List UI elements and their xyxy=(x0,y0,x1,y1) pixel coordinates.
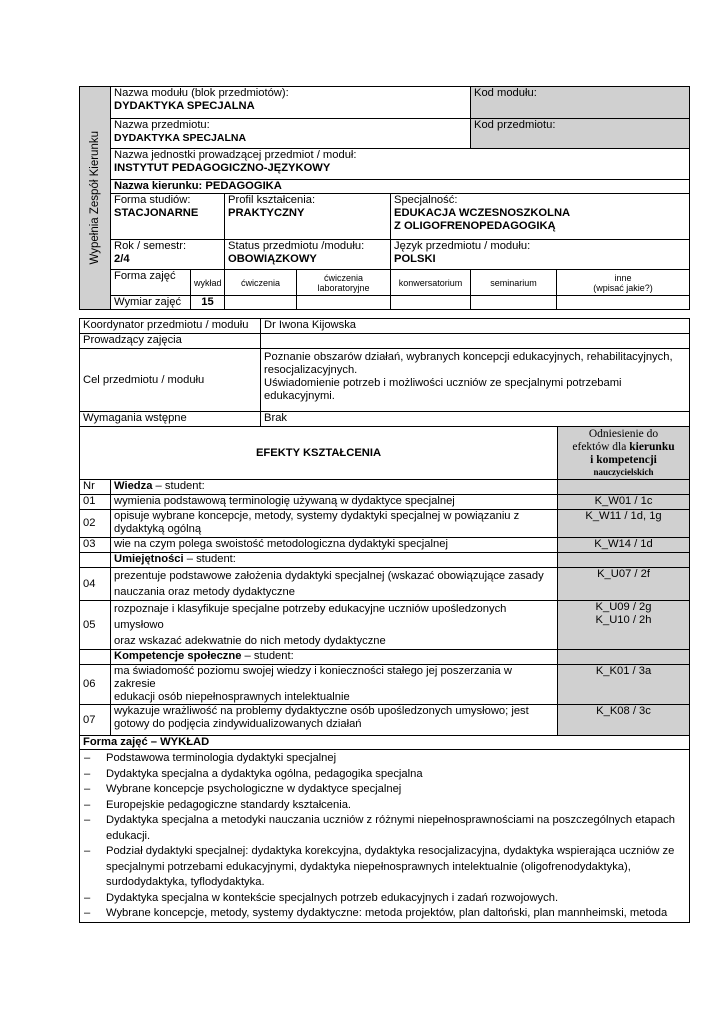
nr-label: Nr xyxy=(80,480,111,495)
outcome-nr: 07 xyxy=(80,705,111,736)
table-row xyxy=(80,480,690,495)
classes-label: Forma zajęć xyxy=(111,270,191,296)
outcome-desc: wymienia podstawową terminologię używaną w dydaktyce specjalnej xyxy=(111,495,558,510)
outcomes-ref-header xyxy=(558,427,690,480)
skills-suffix: – student: xyxy=(183,553,236,565)
profile-cell xyxy=(225,194,391,240)
goal-cell xyxy=(261,349,690,412)
table-row xyxy=(80,705,690,736)
subject-name-label: Nazwa przedmiotu: xyxy=(114,119,210,131)
outcome-desc-line2: oraz wskazać adekwatnie do nich metody dydaktyczne xyxy=(114,635,386,647)
module-name-cell xyxy=(111,87,471,119)
status: OBOWIĄZKOWY xyxy=(228,253,317,265)
list-item: – Wybrane koncepcje, metody, systemy dydaktyczne: metoda projektów, plan daltoński, plan mannheimski, metoda xyxy=(80,906,686,922)
subject-code-cell xyxy=(471,119,690,149)
class-type-conversation: konwersatorium xyxy=(391,270,471,296)
outcome-ref: K_U07 / 2f xyxy=(558,568,690,601)
list-item: – Dydaktyka specjalna w kontekście specjalnych potrzeb edukacyjnych i zadań rozwojowych. xyxy=(80,891,686,907)
unit-label: Nazwa jednostki prowadzącej przedmiot / moduł: xyxy=(114,149,357,161)
hours-exercises xyxy=(225,296,297,310)
outcomes-title: EFEKTY KSZTAŁCENIA xyxy=(80,427,558,480)
table-row xyxy=(80,601,690,650)
competences-suffix: – student: xyxy=(241,650,294,662)
list-item: – Dydaktyka specjalna a dydaktyka ogólna, pedagogika specjalna xyxy=(80,767,686,783)
table-row xyxy=(80,495,690,510)
skills-heading: Umiejętności xyxy=(114,553,184,565)
subject-name-cell xyxy=(111,119,471,149)
ref-header-line2a: efektów dla xyxy=(572,441,630,453)
list-item: – Podział dydaktyki specjalnej: dydaktyka korekcyjna, dydaktyka resocjalizacyjna, dydaktyka wspierająca uczniów ze specjalnymi potrzebami edukacyjnymi, dydaktyka niepełnosprawnych intelektualnie (oligofrenodydaktyka), surdodydaktyka, tyflodydaktyka. xyxy=(80,844,686,891)
class-type-lab-line1: ćwiczenia xyxy=(323,272,363,283)
coordinator-label: Koordynator przedmiotu / modułu xyxy=(80,319,261,334)
unit-name: INSTYTUT PEDAGOGICZNO-JĘZYKOWY xyxy=(114,162,331,174)
list-item: – Wybrane koncepcje psychologiczne w dydaktyce specjalnej xyxy=(80,782,686,798)
knowledge-heading: Wiedza xyxy=(114,480,153,492)
outcome-ref: K_W01 / 1c xyxy=(558,495,690,510)
table-row xyxy=(80,665,690,705)
hours-seminar xyxy=(471,296,557,310)
outcome-nr: 02 xyxy=(80,510,111,538)
knowledge-suffix: – student: xyxy=(152,480,205,492)
module-code-cell xyxy=(471,87,690,119)
year: 2/4 xyxy=(114,253,130,265)
goal-line2: resocjalizacyjnych. xyxy=(264,364,358,376)
goal-line4: edukacyjnymi. xyxy=(264,390,335,402)
list-item: – Dydaktyka specjalna a metodyki nauczania uczniów z różnymi niepełnosprawnościami na poszczególnych etapach edukacji. xyxy=(80,813,686,844)
module-code-label: Kod modułu: xyxy=(474,87,537,99)
specialty-line1: EDUKACJA WCZESNOSZKOLNA xyxy=(394,207,571,219)
class-type-exercises: ćwiczenia xyxy=(225,270,297,296)
profile: PRAKTYCZNY xyxy=(228,207,305,219)
vertical-label-cell xyxy=(80,87,111,310)
specialty-line2: Z OLIGOFRENOPEDAGOGIKĄ xyxy=(394,220,556,232)
year-cell xyxy=(111,240,225,270)
class-type-seminar: seminarium xyxy=(471,270,557,296)
class-type-lab-line2: laboratoryjne xyxy=(317,282,370,293)
outcome-nr: 05 xyxy=(80,601,111,650)
table-row xyxy=(80,568,690,601)
specialty-cell xyxy=(391,194,690,240)
class-type-lecture: wykład xyxy=(191,270,225,296)
outcome-desc-line2: gotowy do podjęcia zindywidualizowanych działań xyxy=(114,718,362,730)
hours-lecture: 15 xyxy=(191,296,225,310)
outcome-nr: 01 xyxy=(80,495,111,510)
class-type-lab xyxy=(297,270,391,296)
year-label: Rok / semestr: xyxy=(114,240,187,252)
table-row xyxy=(80,650,690,665)
outcome-nr: 04 xyxy=(80,568,111,601)
outcome-nr: 06 xyxy=(80,665,111,705)
vertical-label: Wypełnia Zespół Kierunku xyxy=(88,131,101,265)
subject-code-label: Kod przedmiotu: xyxy=(474,119,556,131)
requirements-label: Wymagania wstępne xyxy=(80,412,261,427)
outcome-desc-line1: opisuje wybrane koncepcje, metody, systemy dydaktyki specjalnej w powiązaniu z xyxy=(114,510,520,522)
syllabus-table xyxy=(79,318,690,923)
status-cell xyxy=(225,240,391,270)
language: POLSKI xyxy=(394,253,436,265)
class-type-other xyxy=(557,270,690,296)
specialty-label: Specjalność: xyxy=(394,194,458,206)
outcome-ref: K_K08 / 3c xyxy=(558,705,690,736)
outcome-desc-line1: rozpoznaje i klasyfikuje specjalne potrzeby edukacyjne uczniów upośledzonych umysłowo xyxy=(114,603,507,631)
teacher-label: Prowadzący zajęcia xyxy=(80,334,261,349)
ref-header-line3: i kompetencji xyxy=(590,454,657,466)
module-header-table xyxy=(79,86,690,310)
subject-name: DYDAKTYKA SPECJALNA xyxy=(114,132,247,144)
outcome-desc-line1: wykazuje wrażliwość na problemy dydaktyczne osób upośledzonych umysłowo; jest xyxy=(114,705,529,717)
language-cell xyxy=(391,240,690,270)
outcome-desc-line2: dydaktyką ogólną xyxy=(114,523,202,535)
outcome-nr: 03 xyxy=(80,538,111,553)
hours-conversation xyxy=(391,296,471,310)
language-label: Język przedmiotu / modułu: xyxy=(394,240,531,252)
hours-label: Wymiar zajęć xyxy=(111,296,191,310)
competences-heading: Kompetencje społeczne xyxy=(114,650,242,662)
lecture-topic-list xyxy=(80,751,686,922)
outcome-desc-line2: nauczania oraz metody dydaktyczne xyxy=(114,586,295,598)
table-row xyxy=(80,553,690,568)
teacher xyxy=(261,334,690,349)
ref-header-line4: nauczycielskich xyxy=(593,467,654,477)
outcome-ref-line1: K_U09 / 2g xyxy=(595,601,652,613)
list-item: – Europejskie pedagogiczne standardy kształcenia. xyxy=(80,798,686,814)
outcome-desc-line1: ma świadomość poziomu swojej wiedzy i konieczności stałego jej poszerzania w zakresie xyxy=(114,665,512,690)
outcome-ref: K_W11 / 1d, 1g xyxy=(558,510,690,538)
list-item: – Podstawowa terminologia dydaktyki specjalnej xyxy=(80,751,686,767)
lecture-content-cell xyxy=(80,750,690,923)
field-name: Nazwa kierunku: PEDAGOGIKA xyxy=(111,180,690,194)
unit-cell xyxy=(111,149,690,180)
outcome-desc-line2: edukacji osób niepełnosprawnych intelektualnie xyxy=(114,691,350,703)
goal-label: Cel przedmiotu / modułu xyxy=(80,349,261,412)
study-form-label: Forma studiów: xyxy=(114,194,191,206)
module-name: DYDAKTYKA SPECJALNA xyxy=(114,100,255,112)
class-type-other-line1: inne xyxy=(614,272,632,283)
profile-label: Profil kształcenia: xyxy=(228,194,316,206)
goal-line3: Uświadomienie potrzeb i możliwości uczniów ze specjalnymi potrzebami xyxy=(264,377,622,389)
ref-header-line1: Odniesienie do xyxy=(588,428,659,440)
ref-header-line2b: kierunku xyxy=(629,441,675,453)
study-form: STACJONARNE xyxy=(114,207,199,219)
study-form-cell xyxy=(111,194,225,240)
requirements: Brak xyxy=(261,412,690,427)
class-type-other-line2: (wpisać jakie?) xyxy=(593,282,653,293)
outcome-ref-line2: K_U10 / 2h xyxy=(595,614,652,626)
lecture-header: Forma zajęć – WYKŁAD xyxy=(80,736,690,750)
goal-line1: Poznanie obszarów działań, wybranych koncepcji edukacyjnych, rehabilitacyjnych, xyxy=(264,351,673,363)
status-label: Status przedmiotu /modułu: xyxy=(228,240,365,252)
coordinator: Dr Iwona Kijowska xyxy=(261,319,690,334)
outcome-ref: K_W14 / 1d xyxy=(558,538,690,553)
hours-lab xyxy=(297,296,391,310)
table-row xyxy=(80,510,690,538)
table-row xyxy=(80,538,690,553)
hours-other xyxy=(557,296,690,310)
outcome-ref: K_K01 / 3a xyxy=(558,665,690,705)
outcome-desc: wie na czym polega swoistość metodologiczna dydaktyki specjalnej xyxy=(111,538,558,553)
outcome-desc-line1: prezentuje podstawowe założenia dydaktyki specjalnej (wskazać obowiązujące zasady xyxy=(114,570,544,582)
module-name-label: Nazwa modułu (blok przedmiotów): xyxy=(114,87,289,99)
